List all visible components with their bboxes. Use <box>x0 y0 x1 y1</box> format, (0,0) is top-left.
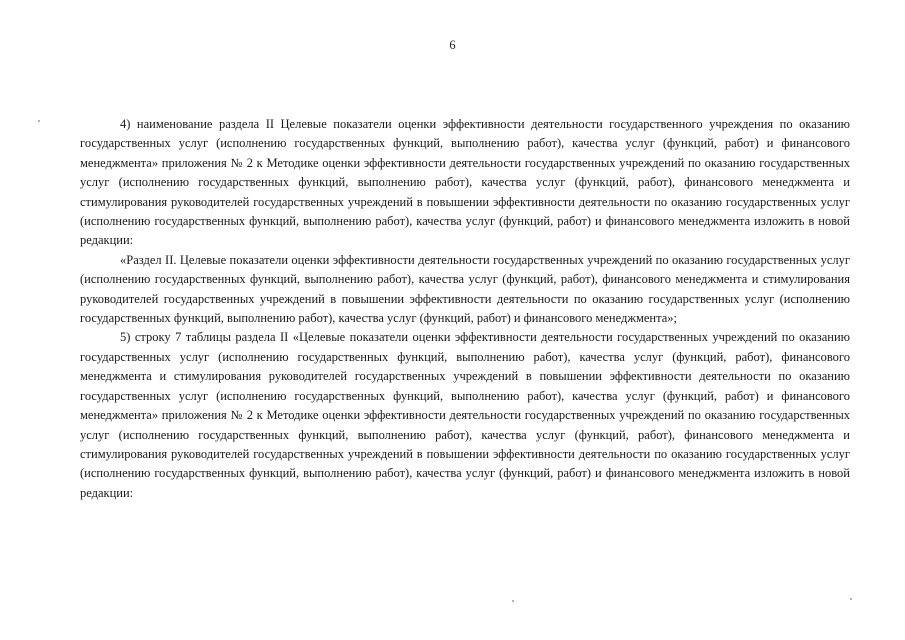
scan-speck <box>850 598 852 600</box>
scan-speck <box>38 120 40 122</box>
paragraph-item-5: 5) строку 7 таблицы раздела II «Целевые показатели оценки эффективности деятельности государственных учреждений по оказанию государственных услуг (исполнению государственных функций, выполнению работ), качества услуг (функций, работ), финансового менеджмента и стимулирования руководителей государственных учреждений в повышении эффективности деятельности по оказанию государственных услуг (исполнению государственных функций, выполнению работ), качества услуг (функций, работ) и финансового менеджмента» приложения № 2 к Методике оценки эффективности деятельности государственных учреждений по оказанию государственных услуг (исполнению государственных функций, выполнению работ), качества услуг (функций, работ), финансового менеджмента и стимулирования руководителей государственных учреждений в повышении эффективности деятельности по оказанию государственных услуг (исполнению государственных функций, выполнению работ), качества услуг (функций, работ) и финансового менеджмента изложить в новой редакции: <box>80 330 850 500</box>
document-body <box>80 115 850 503</box>
page-number: 6 <box>449 38 456 52</box>
scan-speck <box>512 600 514 602</box>
paragraph-quoted-section-title: «Раздел II. Целевые показатели оценки эффективности деятельности государственных учреждений по оказанию государственных услуг (исполнению государственных функций, выполнению работ), качества услуг (функций, работ), финансового менеджмента и стимулирования руководителей государственных учреждений в повышении эффективности деятельности по оказанию государственных услуг (исполнению государственных функций, выполнению работ), качества услуг (функций, работ) и финансового менеджмента»; <box>80 252 850 326</box>
paragraph-item-4: 4) наименование раздела II Целевые показатели оценки эффективности деятельности государственного учреждения по оказанию государственных услуг (исполнению государственных функций, выполнению работ), качества услуг (функций, работ) и финансового менеджмента» приложения № 2 к Методике оценки эффективности деятельности государственных учреждений по оказанию государственных услуг (исполнению государственных функций, выполнению работ), качества услуг (функций, работ), финансового менеджмента и стимулирования руководителей государственных учреждений в повышении эффективности деятельности по оказанию государственных услуг (исполнению государственных функций, выполнению работ), качества услуг (функций, работ) и финансового менеджмента изложить в новой редакции: <box>80 117 850 248</box>
